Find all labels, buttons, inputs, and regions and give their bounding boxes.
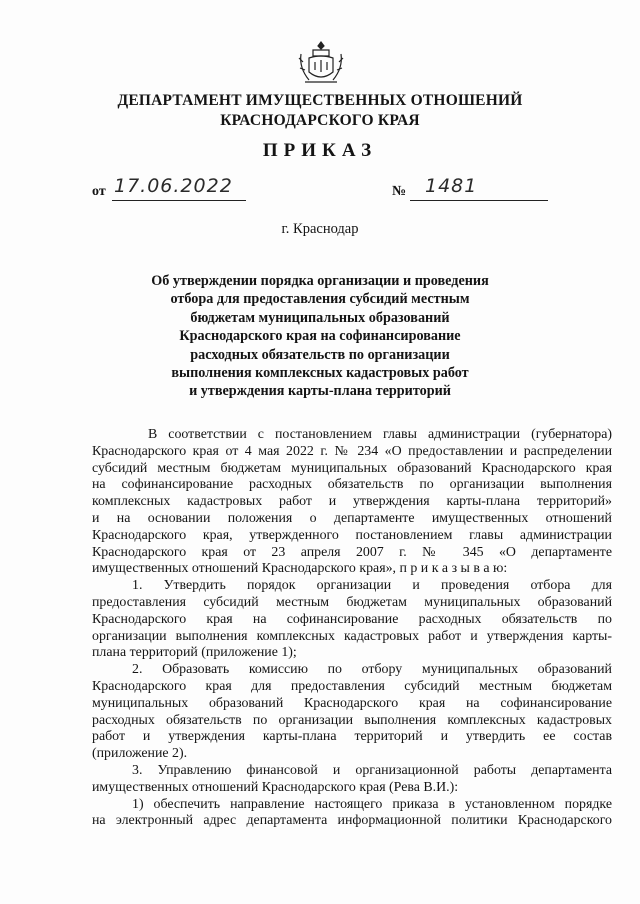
body-line: 1. Утвердить порядок организации и проведения отбора для <box>132 578 612 594</box>
coat-of-arms-emblem <box>295 38 347 88</box>
body-line: Краснодарского края от 4 мая 2022 г. № 234 «О предоставлении и распределении <box>92 443 612 459</box>
body-line: работ и утверждения карты-плана территорий и утвердить ее состав <box>92 729 612 745</box>
body-line: В соответствии с постановлением главы администрации (губернатора) <box>148 427 612 442</box>
subject-line: Об утверждении порядка организации и проведения <box>151 273 489 289</box>
body-line: Краснодарского края от 23 апреля 2007 г. № 345 «О департаменте <box>92 544 612 560</box>
body-line: организации выполнения комплексных кадастровых работ и утверждения карты- <box>92 628 612 644</box>
order-subject <box>150 272 490 401</box>
date-label: от <box>92 184 106 199</box>
order-body <box>92 427 612 830</box>
body-line: на электронный адрес департамента информационной политики Краснодарского <box>92 813 612 829</box>
city-name: г. Краснодар <box>281 221 359 237</box>
body-line: предоставления субсидий местным бюджетам муниципальных образований <box>92 594 612 610</box>
body-line: Краснодарского края для предоставления субсидий местным бюджетам <box>92 678 612 694</box>
body-line: 1) обеспечить направление настоящего приказа в установленном порядке <box>132 796 612 812</box>
body-line: Краснодарского края на софинансирование расходных обязательств по <box>92 611 612 627</box>
body-line: на софинансирование расходных обязательств по организации выполнения <box>92 477 612 493</box>
subject-line: и утверждения карты-плана территорий <box>189 383 451 400</box>
date-underline <box>112 200 246 201</box>
body-line: имущественных отношений Краснодарского края», п р и к а з ы в а ю: <box>92 561 508 577</box>
order-title: ПРИКАЗ <box>262 140 378 161</box>
body-line: комплексных кадастровых работ и утверждения карты-плана территорий» <box>92 494 612 510</box>
subject-line: выполнения комплексных кадастровых работ <box>171 365 469 382</box>
body-line: имущественных отношений Краснодарского края (Рева В.И.): <box>92 779 459 795</box>
subject-line: отбора для предоставления субсидий местным <box>170 291 470 308</box>
body-line: плана территорий (приложение 1); <box>92 645 297 661</box>
department-name-line1: ДЕПАРТАМЕНТ ИМУЩЕСТВЕННЫХ ОТНОШЕНИЙ <box>117 92 523 109</box>
body-line: 3. Управлению финансовой и организационной работы департамента <box>132 762 612 778</box>
number-label: № <box>392 184 407 199</box>
number-underline <box>410 200 548 201</box>
subject-line: бюджетам муниципальных образований <box>190 309 450 326</box>
number-value: 1481 <box>425 175 478 197</box>
department-name-line2: КРАСНОДАРСКОГО КРАЯ <box>220 112 420 129</box>
body-line: субсидий местным бюджетам муниципальных образований Краснодарского края <box>92 460 612 476</box>
body-line: (приложение 2). <box>92 746 188 762</box>
date-value: 17.06.2022 <box>114 175 233 197</box>
subject-line: Краснодарского края на софинансирование <box>179 328 461 345</box>
body-line: муниципальных образований Краснодарского края на софинансирование <box>92 695 612 711</box>
body-line: 2. Образовать комиссию по отбору муниципальных образований <box>132 662 612 678</box>
subject-line: расходных обязательств по организации <box>190 346 450 363</box>
body-line: расходных обязательств по организации выполнения комплексных кадастровых <box>92 712 612 728</box>
body-line: и на основании положения о департаменте имущественных отношений <box>92 510 612 526</box>
body-line: Краснодарского края, утвержденного постановлением главы администрации <box>92 527 612 543</box>
